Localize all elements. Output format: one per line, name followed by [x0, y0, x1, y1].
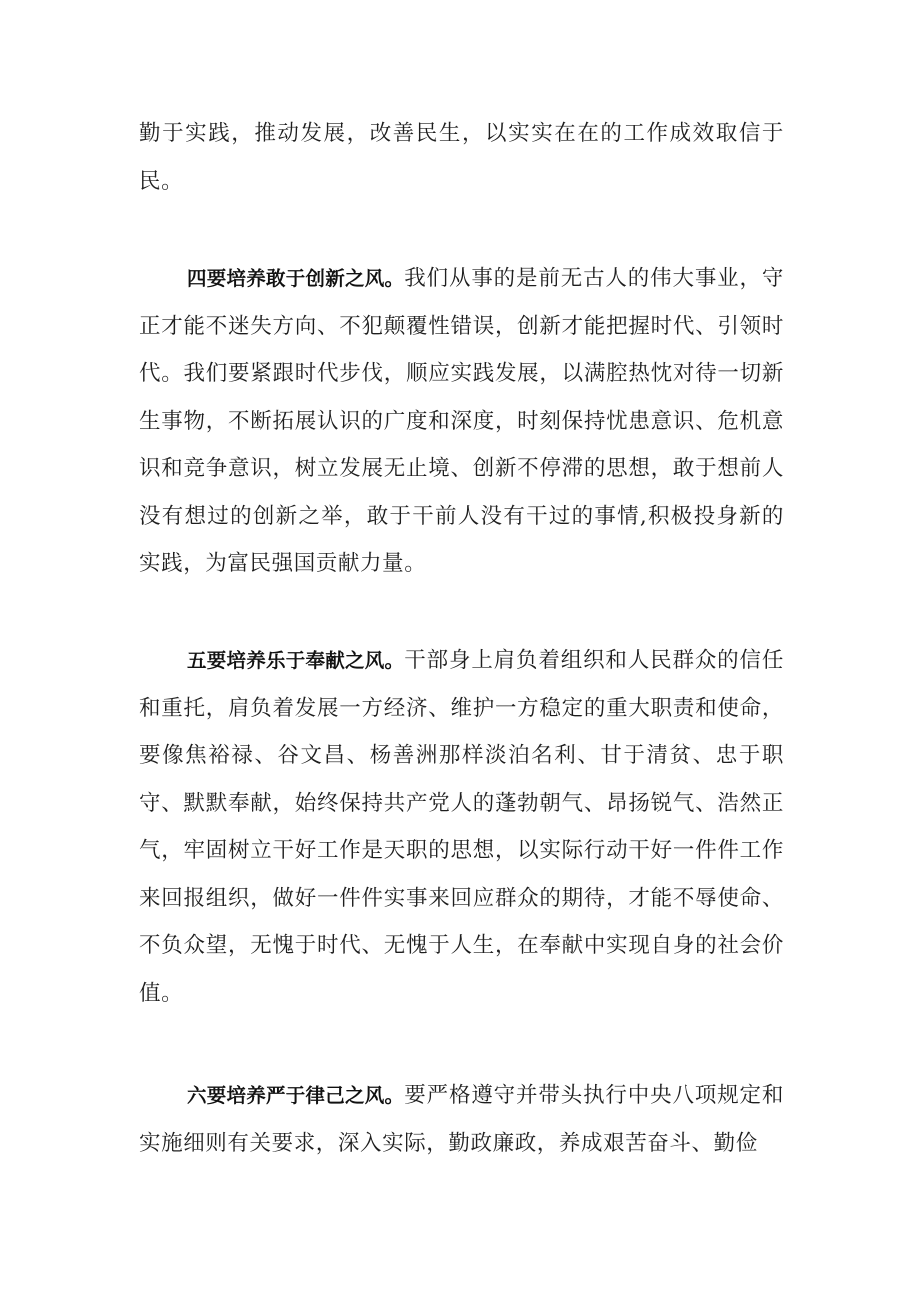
paragraph-innovation: [139, 255, 784, 588]
paragraph-heading: 五要培养乐于奉献之风。: [187, 649, 405, 672]
paragraph-dedication: [139, 637, 784, 1017]
paragraph-text: 勤于实践，推动发展，改善民生，以实实在在的工作成效取信于民。: [139, 121, 784, 194]
paragraph-heading: 四要培养敢于创新之风。: [187, 267, 405, 290]
paragraph-text: 要严格遵守并带头执行中央八项规定和实施细则有关要求，深入实际，勤政廉政，养成艰苦奋斗、勤俭: [139, 1083, 784, 1156]
paragraph-text: 干部身上肩负着组织和人民群众的信任和重托，肩负着发展一方经济、维护一方稳定的重大职责和使命，要像焦裕禄、谷文昌、杨善洲那样淡泊名利、甘于清贫、忠于职守、默默奉献，始终保持共产党人的蓬勃朝气、昂扬锐气、浩然正气，牢固树立干好工作是天职的思想，以实际行动干好一件件工作来回报组织，做好一件件实事来回应群众的期待，才能不辱使命、不负众望，无愧于时代、无愧于人生，在奉献中实现自身的社会价值。: [139, 648, 784, 1006]
paragraph-continuation: [139, 110, 784, 205]
paragraph-self-discipline: [139, 1072, 784, 1167]
paragraph-text: 我们从事的是前无古人的伟大事业，守正才能不迷失方向、不犯颠覆性错误，创新才能把握时代、引领时代。我们要紧跟时代步伐，顺应实践发展，以满腔热忱对待一切新生事物，不断拓展认识的广度和深度，时刻保持忧患意识、危机意识和竞争意识，树立发展无止境、创新不停滞的思想，敢于想前人没有想过的创新之举，敢于干前人没有干过的事情,积极投身新的实践，为富民强国贡献力量。: [139, 266, 784, 576]
paragraph-heading: 六要培养严于律己之风。: [187, 1084, 405, 1107]
